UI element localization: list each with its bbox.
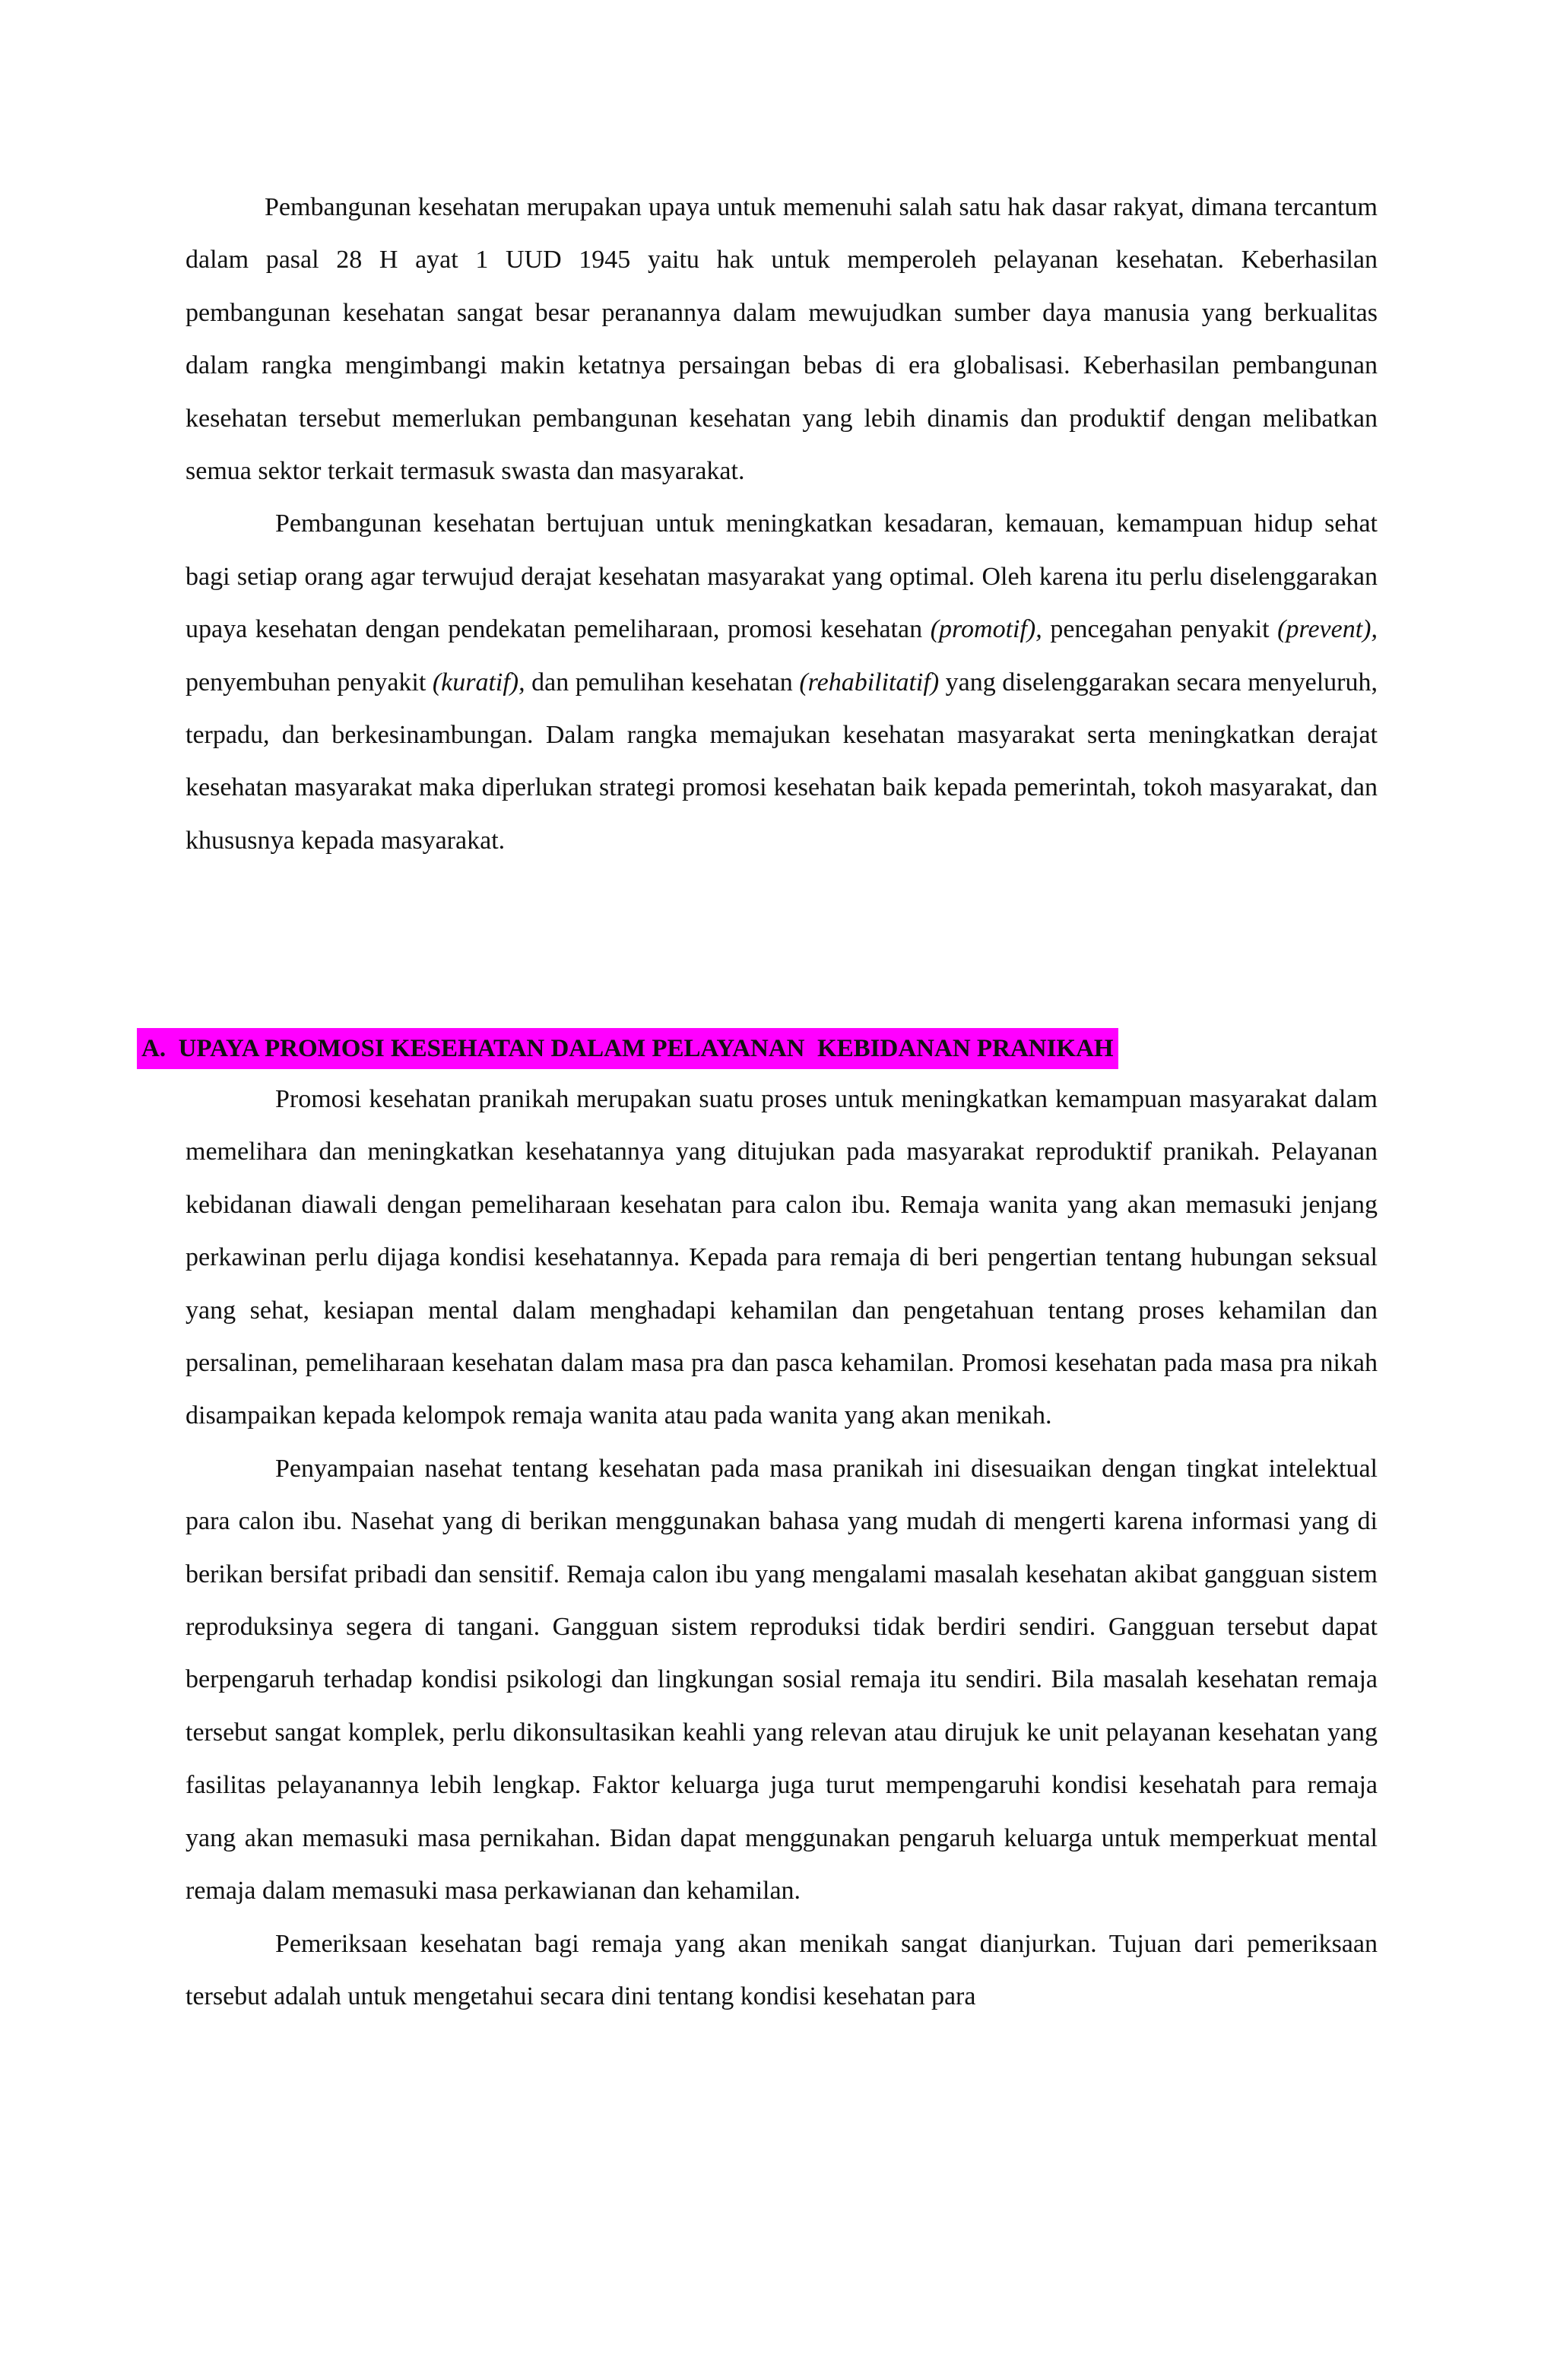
italic-term: (rehabilitatif) [799,668,940,697]
text-run: Pembangunan kesehatan bertujuan untuk meningkatkan kesadaran, kemauan, kemampuan hidup sehat bagi setiap orang agar terwujud derajat kesehatan masyarakat yang optimal. Oleh karena itu perlu diselenggarakan upaya kesehatan dengan pendekatan pemeliharaan, promosi kesehatan [186,509,1378,644]
text-run: penyembuhan penyakit [186,668,433,697]
paragraph-section-1: Promosi kesehatan pranikah merupakan suatu proses untuk meningkatkan kemampuan masyarakat dalam memelihara dan meningkatkan kesehatannya yang ditujukan pada masyarakat reproduktif pranikah. Pelayanan kebidanan diawali dengan pemeliharaan kesehatan para calon ibu. Remaja wanita yang akan memasuki jenjang perkawinan perlu dijaga kondisi kesehatannya. Kepada para remaja di beri pengertian tentang hubungan seksual yang sehat, kesiapan mental dalam menghadapi kehamilan dan pengetahuan tentang proses kehamilan dan persalinan, pemeliharaan kesehatan dalam masa pra dan pasca kehamilan. Promosi kesehatan pada masa pra nikah disampaikan kepada kelompok remaja wanita atau pada wanita yang akan menikah. [186,1085,1378,1430]
paragraph-intro-1 [186,181,1378,497]
paragraph-section-2: Penyampaian nasehat tentang kesehatan pada masa pranikah ini disesuaikan dengan tingkat intelektual para calon ibu. Nasehat yang di berikan menggunakan bahasa yang mudah di mengerti karena informasi yang di berikan bersifat pribadi dan sensitif. Remaja calon ibu yang mengalami masalah kesehatan akibat gangguan sistem reproduksinya segera di tangani. Gangguan sistem reproduksi tidak berdiri sendiri. Gangguan tersebut dapat berpengaruh terhadap kondisi psikologi dan lingkungan sosial remaja itu sendiri. Bila masalah kesehatan remaja tersebut sangat komplek, perlu dikonsultasikan keahli yang relevan atau dirujuk ke unit pelayanan kesehatan yang fasilitas pelayanannya lebih lengkap. Faktor keluarga juga turut mempengaruhi kondisi kesehatah para remaja yang akan memasuki masa pernikahan. Bidan dapat menggunakan pengaruh keluarga untuk memperkuat mental remaja dalam memasuki masa perkawianan dan kehamilan. [186,1454,1378,1906]
italic-term: (promotif), [930,615,1042,644]
text-run: pencegahan penyakit [1042,615,1278,644]
intro-text [186,181,1378,867]
paragraph-intro-2 [186,497,1378,867]
text-run: Pembangunan kesehatan merupakan upaya untuk memenuhi salah satu hak dasar rakyat, dimana tercantum dalam pasal 28 H ayat 1 UUD 1945 yaitu hak untuk memperoleh pelayanan kesehatan. Keberhasilan pembangunan kesehatan sangat besar peranannya dalam mewujudkan sumber daya manusia yang berkualitas dalam rangka mengimbangi makin ketatnya persaingan bebas di era globalisasi. Keberhasilan pembangunan kesehatan tersebut memerlukan pembangunan kesehatan yang lebih dinamis dan produktif dengan melibatkan semua sektor terkait termasuk swasta dan masyarakat. [186,193,1378,486]
text-run: yang diselenggarakan secara menyeluruh, terpadu, dan berkesinambungan. Dalam rangka memajukan kesehatan masyarakat serta meningkatkan derajat kesehatan masyarakat maka diperlukan strategi promosi kesehatan baik kepada pemerintah, tokoh masyarakat, dan khususnya kepada masyarakat. [186,668,1378,855]
italic-term: (prevent), [1277,615,1378,644]
paragraph-section-3: Pemeriksaan kesehatan bagi remaja yang akan menikah sangat dianjurkan. Tujuan dari pemeriksaan tersebut adalah untuk mengetahui secara dini tentang kondisi kesehatan para [186,1929,1378,2010]
text-run: dan pemulihan kesehatan [525,668,800,697]
section-a-body [186,1073,1378,2023]
section-heading-a: A. UPAYA PROMOSI KESEHATAN DALAM PELAYANAN KEBIDANAN PRANIKAH [137,1028,1118,1069]
italic-term: (kuratif), [432,668,525,697]
